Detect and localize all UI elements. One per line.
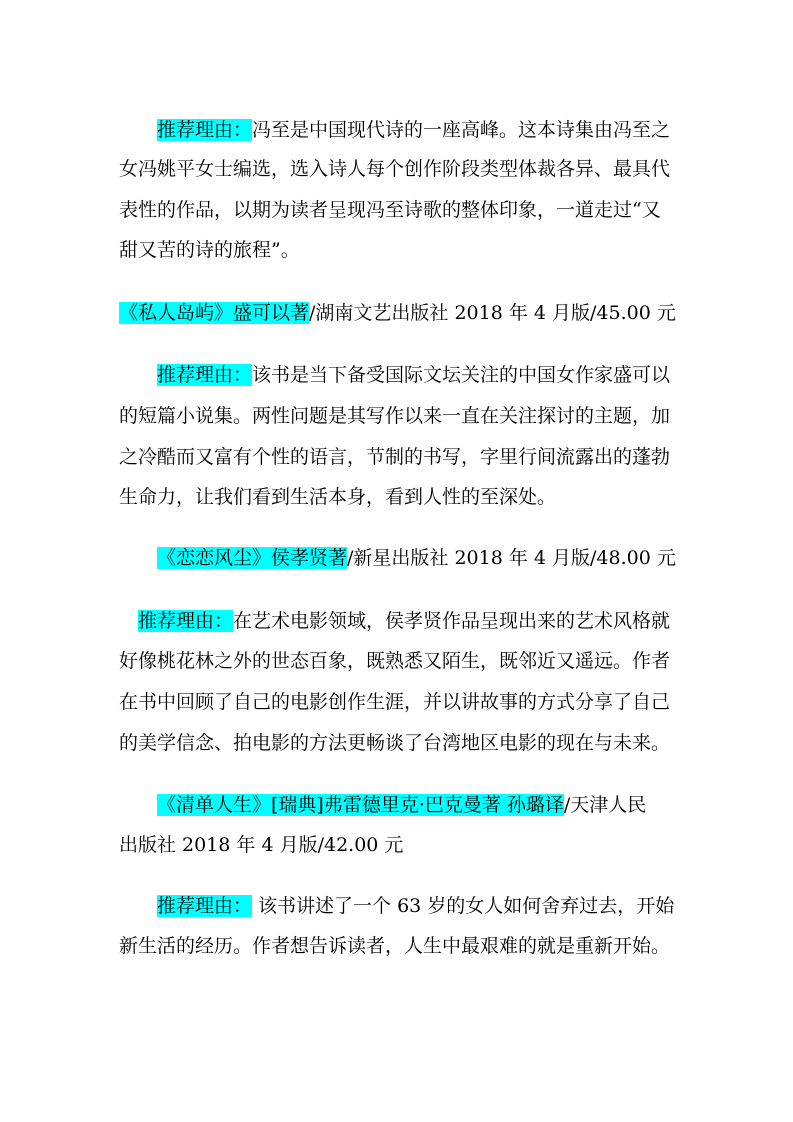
book-title: 《恋恋风尘》侯孝贤著: [157, 547, 348, 569]
paragraph-line: 好像桃花林之外的世态百象，既熟悉又陌生，既邻近又遥远。作者: [119, 650, 671, 672]
paragraph-line: [157, 363, 671, 387]
book-title: 《清单人生》[瑞典]弗雷德里克·巴克曼著 孙璐译: [157, 794, 564, 816]
book-publisher-info: /湖南文艺出版社 2018 年 4 月版/45.00 元: [309, 302, 676, 324]
paragraph-line: [138, 609, 671, 633]
paragraph-line: [157, 894, 675, 918]
book-publisher-info: /新星出版社 2018 年 4 月版/48.00 元: [347, 547, 676, 569]
paragraph-line: 的美学信念、拍电影的方法更畅谈了台湾地区电影的现在与未来。: [119, 732, 671, 754]
paragraph-line: 生命力，让我们看到生活本身，看到人性的至深处。: [119, 486, 557, 508]
recommend-reason-label: 推荐理由：: [138, 610, 234, 632]
reason-text: 该书讲述了一个 63 岁的女人如何舍弃过去，开始: [252, 895, 675, 917]
paragraph-line: 新生活的经历。作者想告诉读者，人生中最艰难的就是重新开始。: [119, 935, 671, 957]
paragraph-line: 女冯姚平女士编选，选入诗人每个创作阶段类型体裁各异、最具代: [119, 158, 671, 180]
recommend-reason-label: 推荐理由：: [157, 364, 253, 386]
paragraph-line: 之冷酷而又富有个性的语言，节制的书写，字里行间流露出的蓬勃: [119, 446, 671, 468]
recommend-reason-label: 推荐理由：: [157, 119, 253, 141]
reason-text: 冯至是中国现代诗的一座高峰。这本诗集由冯至之: [252, 119, 671, 141]
paragraph-line: 在书中回顾了自己的电影创作生涯，并以讲故事的方式分享了自己: [119, 691, 671, 713]
book-publisher-info: /天津人民: [563, 794, 647, 816]
reason-text: 该书是当下备受国际文坛关注的中国女作家盛可以: [252, 364, 671, 386]
book-title: 《私人岛屿》盛可以著: [119, 302, 310, 324]
paragraph-line: [157, 118, 671, 142]
paragraph-line: 表性的作品，以期为读者呈现冯至诗歌的整体印象，一道走过“又: [119, 199, 661, 221]
recommend-reason-label: 推荐理由：: [157, 895, 253, 917]
book-entry: [119, 301, 676, 325]
book-entry: [157, 793, 646, 817]
reason-text: 在艺术电影领域，侯孝贤作品呈现出来的艺术风格就: [233, 610, 671, 632]
paragraph-line: 的短篇小说集。两性问题是其写作以来一直在关注探讨的主题，加: [119, 405, 671, 427]
paragraph-line: 甜又苦的诗的旅程”。: [119, 239, 300, 261]
book-publisher-info-continued: 出版社 2018 年 4 月版/42.00 元: [119, 834, 404, 856]
book-entry: [157, 546, 676, 570]
